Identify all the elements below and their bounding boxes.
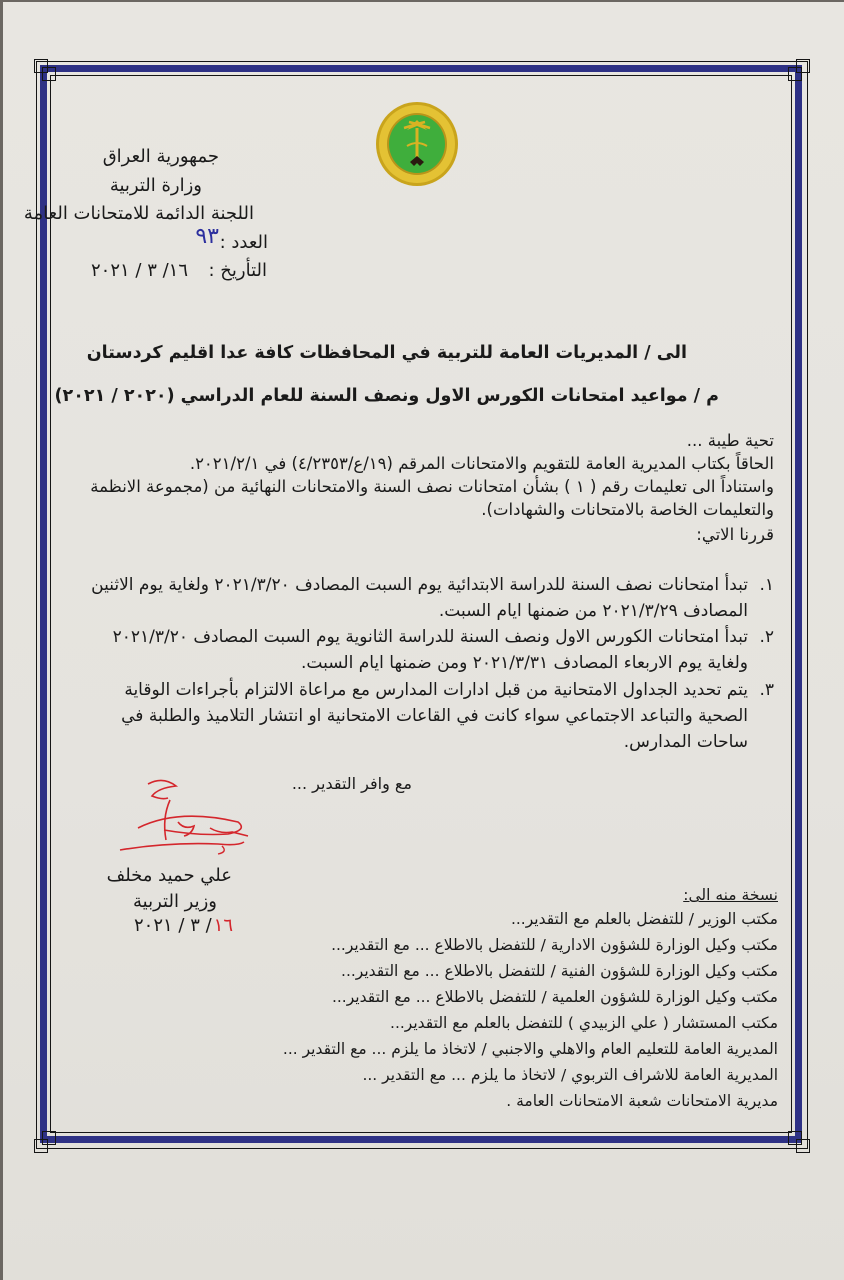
cc-item: مكتب المستشار ( علي الزبيدي ) للتفضل بالعلم مع التقدير... bbox=[390, 1014, 778, 1032]
cc-item: مديرية الامتحانات شعبة الامتحانات العامة . bbox=[506, 1092, 778, 1110]
cc-item: مكتب وكيل الوزارة للشؤون الادارية / للتفضل بالاطلاع ... مع التقدير... bbox=[331, 936, 778, 954]
paper-edge bbox=[0, 0, 3, 1280]
signatory-name: علي حميد مخلف bbox=[106, 865, 232, 886]
greeting: تحية طيبة ... bbox=[686, 431, 774, 450]
item-line: يتم تحديد الجداول الامتحانية من قبل ادارات المدارس مع مراعاة الالتزام بأجراءات الوقاية bbox=[124, 680, 748, 700]
cc-item: مكتب وكيل الوزارة للشؤون الفنية / للتفضل بالاطلاع ... مع التقدير... bbox=[341, 962, 778, 980]
signature-date-month-year: / ٣ / ٢٠٢١ bbox=[134, 915, 212, 936]
handwritten-signature bbox=[118, 778, 258, 860]
item-line: المصادف ٢٠٢١/٣/٢٩ من ضمنها ايام السبت. bbox=[438, 601, 748, 621]
frame-corner-knot bbox=[42, 67, 56, 81]
letterhead-ministry: وزارة التربية bbox=[109, 175, 202, 196]
letterhead-country: جمهورية العراق bbox=[102, 146, 219, 167]
ministry-seal-icon bbox=[374, 100, 460, 188]
closing-regards: مع وافر التقدير ... bbox=[291, 774, 412, 793]
signatory-title: وزير التربية bbox=[133, 891, 217, 912]
cc-item: مكتب الوزير / للتفضل بالعلم مع التقدير... bbox=[510, 910, 778, 928]
signature-date-day: ١٦ bbox=[213, 915, 233, 936]
reference-number: ٩٣ bbox=[195, 224, 219, 249]
decision-heading: قررنا الاتي: bbox=[696, 525, 774, 544]
item-number: ١. bbox=[759, 575, 774, 595]
letter-date: ١٦/ ٣ / ٢٠٢١ bbox=[91, 260, 188, 281]
item-line: تبدأ امتحانات الكورس الاول ونصف السنة للدراسة الثانوية يوم السبت المصادف ٢٠٢١/٣/٢٠ bbox=[112, 627, 748, 647]
frame-corner-knot bbox=[788, 67, 802, 81]
cc-heading: نسخة منه الى: bbox=[683, 886, 778, 904]
body-line: واستناداً الى تعليمات رقم ( ١ ) بشأن امتحانات نصف السنة والامتحانات النهائية من (مجموعة الانظمة bbox=[90, 477, 774, 496]
body-line: والتعليمات الخاصة بالامتحانات والشهادات). bbox=[481, 500, 774, 519]
cc-item: المديرية العامة للاشراف التربوي / لاتخاذ ما يلزم ... مع التقدير ... bbox=[362, 1066, 778, 1084]
frame-corner-knot bbox=[42, 1131, 56, 1145]
subject: م / مواعيد امتحانات الكورس الاول ونصف السنة للعام الدراسي (٢٠٢٠ / ٢٠٢١) bbox=[54, 386, 719, 406]
item-line: تبدأ امتحانات نصف السنة للدراسة الابتدائية يوم السبت المصادف ٢٠٢١/٣/٢٠ ولغاية يوم الاثنين bbox=[91, 575, 748, 595]
item-line: ولغاية يوم الاربعاء المصادف ٢٠٢١/٣/٣١ ومن ضمنها ايام السبت. bbox=[301, 653, 748, 673]
body-line: الحاقاً بكتاب المديرية العامة للتقويم والامتحانات المرقم (١٩/ع/٤/٢٣٥٣) في ٢٠٢١/٢/١. bbox=[189, 454, 774, 473]
item-line: ساحات المدارس. bbox=[623, 732, 748, 752]
number-label: العدد : bbox=[219, 232, 268, 253]
cc-item: المديرية العامة للتعليم العام والاهلي والاجنبي / لاتخاذ ما يلزم ... مع التقدير ... bbox=[282, 1040, 778, 1058]
letterhead-committee: اللجنة الدائمة للامتحانات العامة bbox=[23, 203, 254, 224]
date-label: التأريخ : bbox=[208, 260, 267, 281]
item-number: ٣. bbox=[759, 680, 774, 700]
paper-edge bbox=[0, 0, 844, 2]
frame-corner-knot bbox=[788, 1131, 802, 1145]
item-line: الصحية والتباعد الاجتماعي سواء كانت في القاعات الامتحانية او انتشار التلاميذ والطلبة في bbox=[121, 706, 748, 726]
addressee: الى / المديريات العامة للتربية في المحافظات كافة عدا اقليم كردستان bbox=[86, 343, 687, 363]
cc-item: مكتب وكيل الوزارة للشؤون العلمية / للتفضل بالاطلاع ... مع التقدير... bbox=[331, 988, 778, 1006]
item-number: ٢. bbox=[759, 627, 774, 647]
signature-date bbox=[134, 915, 233, 936]
